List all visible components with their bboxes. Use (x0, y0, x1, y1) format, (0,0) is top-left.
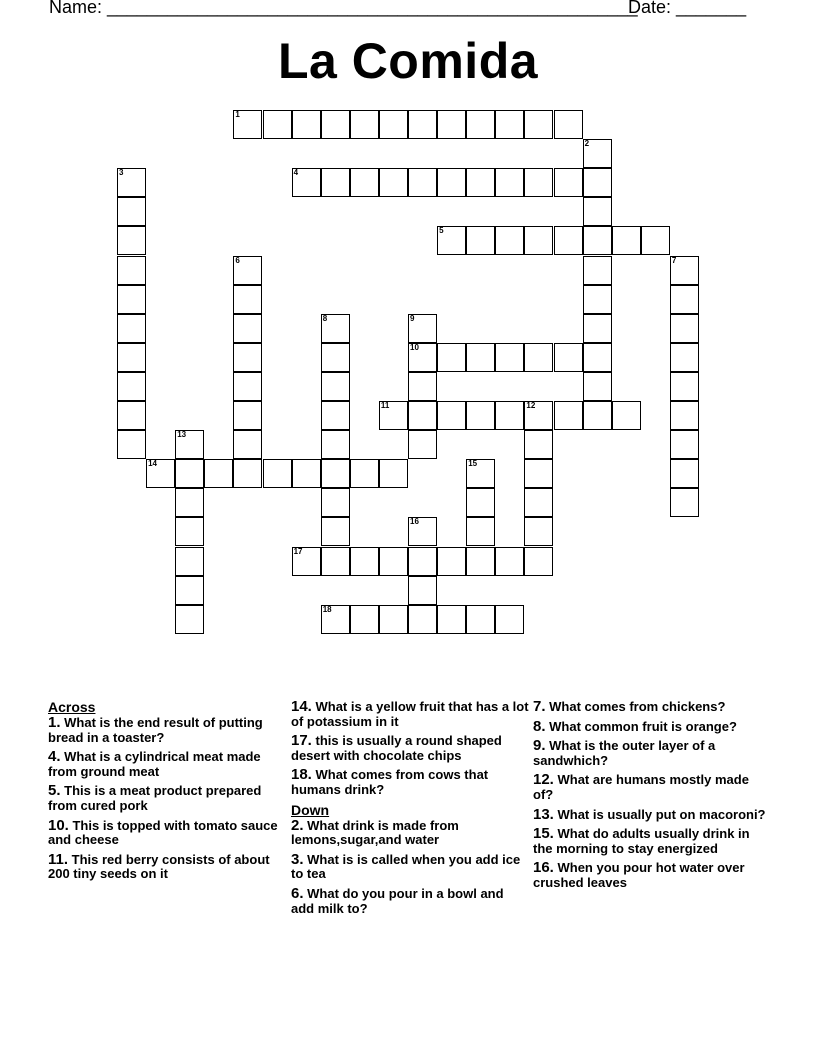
grid-cell[interactable] (466, 488, 495, 517)
grid-cell[interactable] (524, 430, 553, 459)
grid-cell[interactable] (233, 430, 262, 459)
grid-cell[interactable] (612, 401, 641, 430)
clue-number-label: 1 (235, 110, 240, 119)
grid-cell[interactable] (321, 314, 350, 343)
grid-cell[interactable] (495, 110, 524, 139)
grid-cell[interactable] (321, 401, 350, 430)
clue-down-9: 9. What is the outer layer of a sandwhich? (533, 737, 716, 768)
grid-cell[interactable] (350, 547, 379, 576)
grid-cell[interactable] (379, 605, 408, 634)
grid-cell[interactable] (437, 168, 466, 197)
grid-cell[interactable] (495, 605, 524, 634)
grid-cell[interactable] (321, 372, 350, 401)
clue-across-10: 10. This is topped with tomato sauce and cheese (48, 816, 278, 848)
grid-cell[interactable] (146, 459, 175, 488)
grid-cell[interactable] (583, 314, 612, 343)
grid-cell[interactable] (117, 285, 146, 314)
grid-cell[interactable] (117, 430, 146, 459)
grid-cell[interactable] (554, 343, 583, 372)
grid-cell[interactable] (466, 547, 495, 576)
clue-number-label: 14 (148, 459, 157, 469)
grid-cell[interactable] (321, 459, 350, 488)
grid-cell[interactable] (466, 459, 495, 488)
grid-cell[interactable] (117, 314, 146, 343)
clue-number-label: 4 (293, 168, 299, 178)
clue-down-15: 15. What do adults usually drink in the morning to stay energized (533, 825, 750, 856)
clue-number-label: 15 (468, 459, 478, 469)
grid-cell[interactable] (583, 401, 612, 430)
grid-cell[interactable] (117, 256, 146, 285)
grid-cell[interactable] (321, 488, 350, 517)
grid-cell[interactable] (524, 110, 553, 139)
grid-cell[interactable] (466, 343, 495, 372)
grid-cell[interactable] (408, 401, 437, 430)
clue-number-label: 3 (119, 168, 124, 178)
grid-cell[interactable] (437, 547, 466, 576)
clue-number-label: 10 (410, 342, 419, 352)
grid-cell[interactable] (175, 488, 204, 517)
grid-cell[interactable] (466, 517, 495, 546)
grid-cell[interactable] (583, 197, 612, 226)
grid-cell[interactable] (524, 488, 553, 517)
grid-cell[interactable] (495, 343, 524, 372)
grid-cell[interactable] (408, 168, 437, 197)
grid-cell[interactable] (117, 168, 146, 197)
grid-cell[interactable] (233, 110, 262, 139)
grid-cell[interactable] (408, 372, 437, 401)
clue-down-8: 8. What common fruit is orange? (533, 717, 737, 735)
clue-number-label: 2 (584, 139, 590, 149)
grid-cell[interactable] (466, 168, 495, 197)
grid-cell[interactable] (670, 430, 699, 459)
grid-cell[interactable] (350, 605, 379, 634)
grid-cell[interactable] (233, 401, 262, 430)
grid-cell[interactable] (495, 547, 524, 576)
clue-down-7: 7. What comes from chickens? (533, 698, 726, 715)
clue-across-11: 11. This red berry consists of about 200 tiny seeds on it (48, 850, 270, 882)
grid-cell[interactable] (117, 372, 146, 401)
grid-cell[interactable] (554, 168, 583, 197)
grid-cell[interactable] (321, 430, 350, 459)
grid-cell[interactable] (466, 605, 495, 634)
grid-cell[interactable] (524, 401, 553, 430)
grid-cell[interactable] (583, 343, 612, 372)
grid-cell[interactable] (292, 459, 321, 488)
grid-cell[interactable] (292, 547, 321, 576)
grid-cell[interactable] (466, 110, 495, 139)
clue-across-14: 14. What is a yellow fruit that has a lot of potassium in it (291, 698, 529, 729)
clue-column-1 (48, 700, 286, 887)
grid-cell[interactable] (466, 226, 495, 255)
grid-cell[interactable] (583, 256, 612, 285)
grid-cell[interactable] (583, 139, 612, 168)
grid-cell[interactable] (350, 459, 379, 488)
grid-cell[interactable] (321, 517, 350, 546)
grid-cell[interactable] (408, 517, 437, 546)
grid-cell[interactable] (379, 401, 408, 430)
grid-cell[interactable] (524, 343, 553, 372)
grid-cell[interactable] (175, 576, 204, 605)
grid-cell[interactable] (321, 343, 350, 372)
grid-cell[interactable] (379, 459, 408, 488)
grid-cell[interactable] (670, 256, 699, 285)
grid-cell[interactable] (554, 110, 583, 139)
clue-number-label: 18 (322, 604, 332, 614)
grid-cell[interactable] (495, 168, 524, 197)
clue-number-label: 17 (293, 546, 303, 556)
grid-cell[interactable] (175, 547, 204, 576)
grid-cell[interactable] (408, 314, 437, 343)
grid-cell[interactable] (408, 605, 437, 634)
clue-across-4: 4. What is a cylindrical meat made from ground meat (48, 748, 261, 779)
grid-cell[interactable] (350, 168, 379, 197)
clue-number-label: 8 (322, 313, 328, 323)
grid-cell[interactable] (321, 110, 350, 139)
grid-cell[interactable] (408, 110, 437, 139)
date-field-line: Date: _______ (628, 0, 747, 17)
grid-cell[interactable] (437, 226, 466, 255)
grid-cell[interactable] (117, 226, 146, 255)
grid-cell[interactable] (437, 605, 466, 634)
clue-number-label: 16 (410, 517, 419, 527)
grid-cell[interactable] (554, 226, 583, 255)
grid-cell[interactable] (408, 576, 437, 605)
clue-number-label: 5 (439, 226, 444, 236)
grid-cell[interactable] (524, 459, 553, 488)
grid-cell[interactable] (117, 401, 146, 430)
grid-cell[interactable] (233, 343, 262, 372)
grid-cell[interactable] (233, 459, 262, 488)
clue-across-18: 18. What comes from cows that humans drink? (291, 766, 489, 797)
grid-cell[interactable] (437, 401, 466, 430)
grid-cell[interactable] (408, 430, 437, 459)
grid-cell[interactable] (408, 343, 437, 372)
grid-cell[interactable] (263, 459, 292, 488)
grid-cell[interactable] (233, 256, 262, 285)
grid-cell[interactable] (350, 110, 379, 139)
grid-cell[interactable] (670, 343, 699, 372)
page-title: La Comida (277, 33, 539, 89)
grid-cell[interactable] (117, 343, 146, 372)
grid-cell[interactable] (524, 226, 553, 255)
grid-cell[interactable] (117, 197, 146, 226)
grid-cell[interactable] (641, 226, 670, 255)
grid-cell[interactable] (583, 168, 612, 197)
clue-column-3 (533, 700, 771, 896)
grid-cell[interactable] (321, 547, 350, 576)
clue-across-1: 1. What is the end result of putting bread in a toaster? (48, 714, 263, 745)
clue-number-label: 11 (380, 401, 390, 410)
grid-cell[interactable] (233, 314, 262, 343)
clue-number-label: 7 (671, 255, 677, 265)
grid-cell[interactable] (524, 517, 553, 546)
grid-cell[interactable] (554, 401, 583, 430)
grid-cell[interactable] (583, 285, 612, 314)
grid-cell[interactable] (437, 110, 466, 139)
grid-cell[interactable] (524, 168, 553, 197)
grid-cell[interactable] (175, 459, 204, 488)
clue-number-label: 13 (177, 430, 187, 440)
grid-cell[interactable] (321, 168, 350, 197)
grid-cell[interactable] (292, 110, 321, 139)
clue-number-label: 9 (410, 313, 415, 323)
grid-cell[interactable] (379, 110, 408, 139)
grid-cell[interactable] (466, 401, 495, 430)
grid-cell[interactable] (204, 459, 233, 488)
grid-cell[interactable] (670, 372, 699, 401)
grid-cell[interactable] (321, 605, 350, 634)
grid-cell[interactable] (670, 285, 699, 314)
down-heading: Down (291, 801, 330, 818)
clue-down-13: 13. What is usually put on macoroni? (533, 805, 766, 823)
grid-cell[interactable] (437, 343, 466, 372)
clue-down-6: 6. What do you pour in a bowl and add milk to? (291, 884, 504, 916)
grid-cell[interactable] (670, 488, 699, 517)
grid-cell[interactable] (408, 547, 437, 576)
clue-across-5: 5. This is a meat product prepared from cured pork (48, 782, 262, 813)
grid-cell[interactable] (292, 168, 321, 197)
clue-across-17: 17. this is usually a round shaped desert with chocolate chips (291, 732, 502, 763)
grid-cell[interactable] (670, 314, 699, 343)
clue-column-2 (291, 700, 529, 921)
grid-cell[interactable] (263, 110, 292, 139)
clue-down-16: 16. When you pour hot water over crushed leaves (533, 859, 745, 890)
grid-cell[interactable] (495, 401, 524, 430)
grid-cell[interactable] (175, 517, 204, 546)
clue-number-label: 12 (526, 401, 536, 410)
grid-cell[interactable] (612, 226, 641, 255)
grid-cell[interactable] (495, 226, 524, 255)
grid-cell[interactable] (524, 547, 553, 576)
grid-cell[interactable] (379, 547, 408, 576)
grid-cell[interactable] (670, 401, 699, 430)
grid-cell[interactable] (583, 372, 612, 401)
grid-cell[interactable] (233, 285, 262, 314)
clue-down-3: 3. What is is called when you add ice to tea (291, 850, 521, 882)
across-heading: Across (48, 699, 96, 715)
clue-number-label: 6 (235, 255, 240, 265)
grid-cell[interactable] (233, 372, 262, 401)
grid-cell[interactable] (670, 459, 699, 488)
grid-cell[interactable] (175, 430, 204, 459)
grid-cell[interactable] (175, 605, 204, 634)
name-field-line: Name: _____________________________________________________ (49, 0, 638, 17)
grid-cell[interactable] (379, 168, 408, 197)
clue-down-2: 2. What drink is made from lemons,sugar,and water (291, 816, 459, 848)
grid-cell[interactable] (583, 226, 612, 255)
clue-down-12: 12. What are humans mostly made of? (533, 771, 749, 802)
